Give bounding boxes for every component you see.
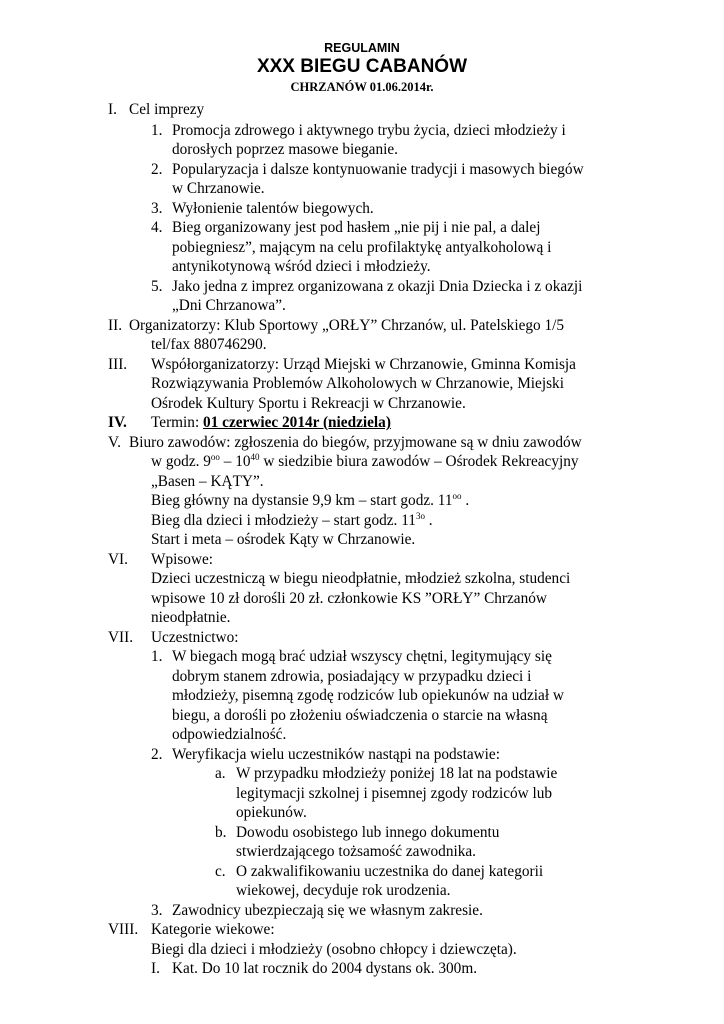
section-line: Współorganizatorzy: Urząd Miejski w Chrzanowie, Gminna Komisja: [151, 356, 576, 373]
list-number: 1.: [151, 648, 163, 665]
text-fragment: – 10: [219, 453, 251, 470]
text-fragment: .: [461, 492, 470, 509]
section-line: „Basen – KĄTY”.: [151, 473, 264, 490]
sublist-letter: c.: [215, 863, 226, 880]
list-item-line: młodzieży, pisemną zgodę rodziców lub opiekunów na udział w: [172, 687, 564, 704]
section-number: VIII.: [108, 921, 139, 938]
list-number: 4.: [151, 219, 163, 236]
section-number: VI.: [108, 551, 128, 568]
section-title: Wpisowe:: [151, 551, 214, 568]
list-item-line: W biegach mogą brać udział wszyscy chętni, legitymujący się: [172, 648, 552, 665]
list-item-line: dorosłych poprzez masowe bieganie.: [172, 141, 398, 158]
list-item-line: biegu, a dorośli po złożeniu oświadczenia o starcie na własną: [172, 707, 548, 724]
sublist-line: W przypadku młodzieży poniżej 18 lat na podstawie: [236, 765, 558, 782]
list-item-line: Wyłonienie talentów biegowych.: [172, 200, 374, 217]
text-fragment: Bieg główny na dystansie 9,9 km – start godz. 11: [151, 492, 453, 509]
section-line: Organizatorzy: Klub Sportowy „ORŁY” Chrzanów, ul. Patelskiego 1/5: [129, 317, 565, 334]
list-item-line: Popularyzacja i dalsze kontynuowanie tradycji i masowych biegów: [172, 161, 584, 178]
section-number: IV.: [108, 414, 127, 431]
list-item-line: Promocja zdrowego i aktywnego trybu życia, dzieci młodzieży i: [172, 122, 566, 139]
list-item-line: dobrym stanem zdrowia, posiadający w przypadku dzieci i: [172, 668, 532, 685]
list-number: 1.: [151, 122, 163, 139]
section-line: Ośrodek Kultury Sportu i Rekreacji w Chrzanowie.: [151, 395, 466, 412]
section-number: III.: [108, 356, 128, 373]
list-number: 3.: [151, 902, 163, 919]
section-line: [151, 511, 433, 530]
sublist-letter: a.: [215, 765, 226, 782]
doc-place-date: CHRZANÓW 01.06.2014r.: [290, 80, 434, 94]
text-fragment: w godz. 9: [151, 453, 211, 470]
list-item-line: antynikotynową wśród dzieci i młodzieży.: [172, 258, 431, 275]
sublist-line: O zakwalifikowaniu uczestnika do danej kategorii: [236, 863, 544, 880]
section-number: II.: [108, 317, 123, 334]
sublist-line: Dowodu osobistego lub innego dokumentu: [236, 824, 500, 841]
list-item-line: pobiegniesz”, mającym na celu profilaktykę antyalkoholową i: [172, 239, 552, 256]
section-line: Biegi dla dzieci i młodzieży (osobno chłopcy i dziewczęta).: [151, 941, 517, 958]
section-number: VII.: [108, 629, 134, 646]
doc-heading-regulamin: REGULAMIN: [324, 41, 400, 55]
sublist-letter: b.: [215, 824, 227, 841]
list-item-line: Zawodnicy ubezpieczają się we własnym zakresie.: [172, 902, 483, 919]
list-item-line: Bieg organizowany jest pod hasłem „nie pij i nie pal, a dalej: [172, 219, 541, 236]
doc-title: XXX BIEGU CABANÓW: [256, 56, 468, 77]
section-number: V.: [108, 434, 121, 451]
list-item-line: Kat. Do 10 lat rocznik do 2004 dystans ok. 300m.: [172, 960, 478, 977]
section-line: wpisowe 10 zł dorośli 20 zł. członkowie KS ”ORŁY” Chrzanów: [151, 590, 547, 607]
section-line: Start i meta – ośrodek Kąty w Chrzanowie.: [151, 531, 416, 548]
sublist-line: legitymacji szkolnej i pisemnej zgody rodziców lub: [236, 785, 553, 802]
section-line: [151, 452, 579, 471]
termin-label: Termin:: [151, 414, 200, 431]
list-number: I.: [151, 960, 160, 977]
list-item-line: Jako jedna z imprez organizowana z okazji Dnia Dziecka i z okazji: [172, 278, 583, 295]
superscript: oo: [210, 452, 220, 462]
sublist-line: opiekunów.: [236, 804, 307, 821]
section-number: I.: [108, 101, 117, 118]
section-line: tel/fax 880746290.: [151, 336, 267, 353]
sublist-line: wiekowej, decyduje rok urodzenia.: [236, 882, 451, 899]
list-number: 2.: [151, 161, 163, 178]
section-line: Rozwiązywania Problemów Alkoholowych w Chrzanowie, Miejski: [151, 375, 564, 392]
section-line: Biuro zawodów: zgłoszenia do biegów, przyjmowane są w dniu zawodów: [129, 434, 582, 451]
list-item-line: odpowiedzialność.: [172, 726, 287, 743]
section-line: [151, 413, 391, 432]
section-title: Cel imprezy: [129, 101, 205, 118]
list-item-line: w Chrzanowie.: [172, 180, 265, 197]
section-line: Dzieci uczestniczą w biegu nieodpłatnie, młodzież szkolna, studenci: [151, 570, 571, 587]
event-date: 01 czerwiec 2014r (niedziela): [203, 414, 391, 431]
list-number: 3.: [151, 200, 163, 217]
list-number: 5.: [151, 278, 163, 295]
text-fragment: .: [424, 512, 433, 529]
section-title: Kategorie wiekowe:: [151, 921, 275, 938]
section-line: [151, 491, 469, 510]
superscript: 3o: [415, 511, 425, 521]
section-line: nieodpłatnie.: [151, 609, 231, 626]
text-fragment: Bieg dla dzieci i młodzieży – start godz. 11: [151, 512, 416, 529]
section-title: Uczestnictwo:: [151, 629, 239, 646]
superscript: 40: [250, 452, 260, 462]
list-item-line: Weryfikacja wielu uczestników nastąpi na podstawie:: [172, 746, 500, 763]
superscript: oo: [452, 491, 462, 501]
text-fragment: w siedzibie biura zawodów – Ośrodek Rekreacyjny: [259, 453, 579, 470]
list-number: 2.: [151, 746, 163, 763]
sublist-line: stwierdzającego tożsamość zawodnika.: [236, 843, 476, 860]
list-item-line: „Dni Chrzanowa”.: [172, 297, 286, 314]
